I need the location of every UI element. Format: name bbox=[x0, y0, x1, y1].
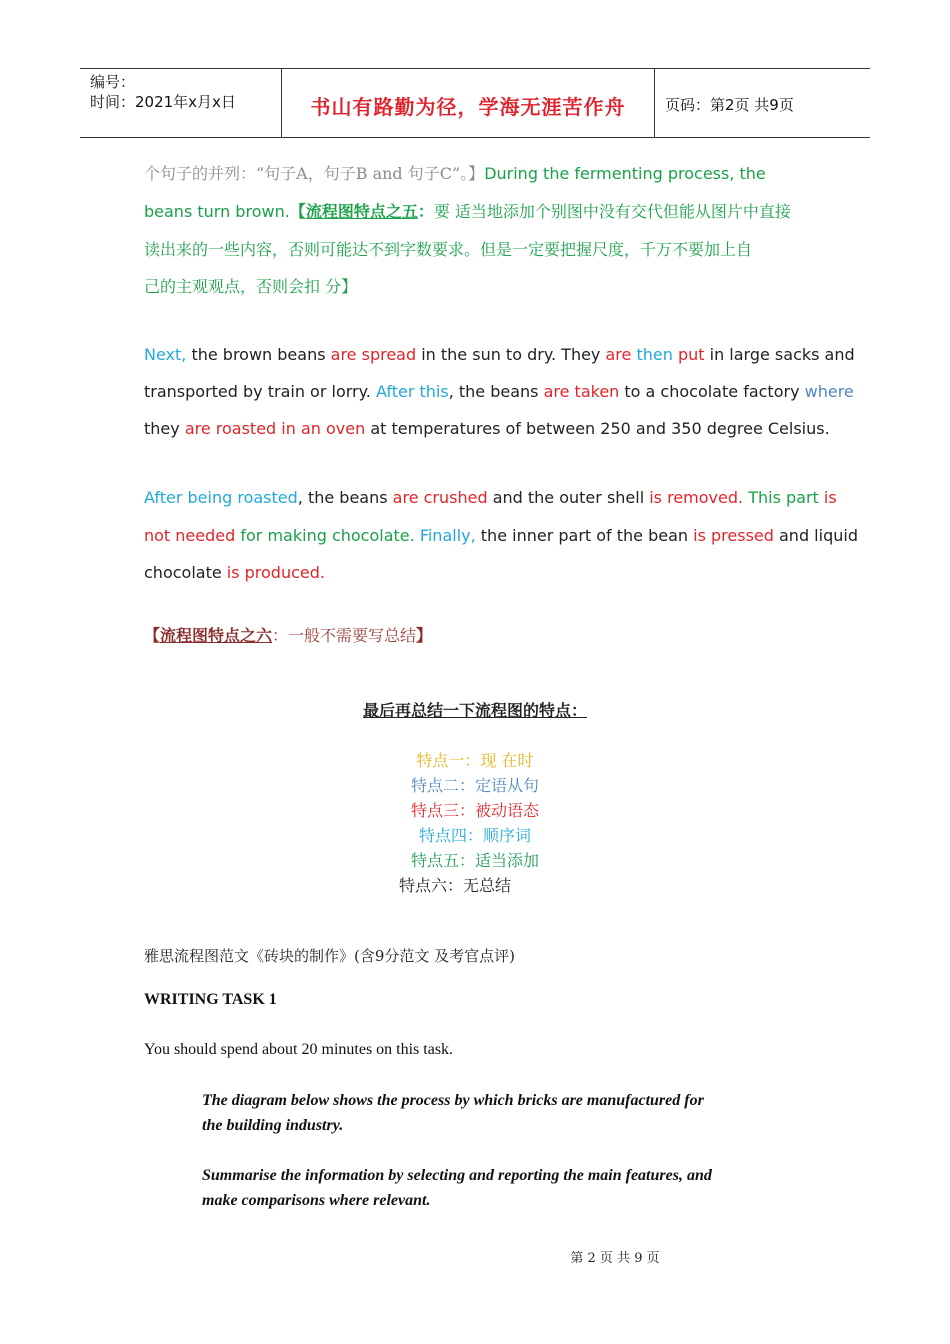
sentence-fermenting: During the fermenting process, the bbox=[484, 164, 766, 183]
paragraph-3-line-1 bbox=[144, 488, 837, 507]
bracket-open: 【 bbox=[289, 202, 306, 221]
summary-item-6: 特点六：无总结 bbox=[398, 876, 511, 895]
plain-text: the inner part of the bean bbox=[475, 526, 694, 545]
header-motto: 书山有路勤为径，学海无涯苦作舟 bbox=[310, 95, 626, 119]
paragraph-2-line-2 bbox=[144, 382, 854, 401]
document-number-label: 编号： bbox=[90, 73, 136, 91]
plain-text: in the sun to dry. They bbox=[416, 345, 606, 364]
paragraph-3-line-2 bbox=[144, 526, 858, 545]
passive-verb: is removed. bbox=[649, 488, 744, 507]
relative-clause-where: where bbox=[804, 382, 854, 401]
task-prompt-description bbox=[202, 1088, 762, 1138]
prompt-line: Summarise the information by selecting and reporting the main features, and bbox=[202, 1167, 712, 1184]
added-info-text: This part bbox=[748, 488, 819, 507]
sequence-word-then: then bbox=[636, 345, 673, 364]
feature-6-text: ：一般不需要写总结 bbox=[272, 626, 417, 645]
passive-verb: is pressed bbox=[693, 526, 774, 545]
task-instruction: You should spend about 20 minutes on this task. bbox=[144, 1041, 454, 1058]
document-date-label: 时间：2021年x月x日 bbox=[90, 93, 236, 111]
plain-text: in large sacks and bbox=[704, 345, 855, 364]
feature-6-label: 流程图特点之六 bbox=[160, 626, 273, 645]
added-info-text: for making chocolate. bbox=[240, 526, 415, 545]
sequence-word-after-being-roasted: After being roasted bbox=[144, 488, 298, 507]
paragraph-3-line-3 bbox=[144, 563, 824, 582]
summary-item-1: 特点一：现 在时 bbox=[416, 751, 534, 770]
plain-text: and liquid bbox=[773, 526, 858, 545]
plain-text: and the outer shell bbox=[487, 488, 650, 507]
sequence-word-finally: Finally, bbox=[419, 526, 476, 545]
header-meta-cell bbox=[80, 69, 280, 137]
plain-text: , the beans bbox=[448, 382, 544, 401]
passive-verb: are roasted bbox=[184, 419, 277, 438]
bracket-open: 【 bbox=[144, 626, 161, 645]
plain-text: chocolate bbox=[144, 563, 227, 582]
bracket-close: 】 bbox=[416, 626, 433, 645]
passive-verb: are spread bbox=[330, 345, 417, 364]
summary-item-5: 特点五：适当添加 bbox=[410, 851, 539, 870]
paragraph-2-line-1 bbox=[144, 345, 855, 364]
header-page-cell bbox=[655, 69, 870, 137]
plain-text: to a chocolate factory bbox=[619, 382, 805, 401]
location-phrase: in an oven bbox=[281, 419, 366, 438]
plain-text: at temperatures of between 250 and 350 degree Celsius. bbox=[365, 419, 830, 438]
feature-6-note bbox=[144, 623, 824, 646]
paragraph-1-line-2 bbox=[144, 199, 824, 222]
passive-verb: is produced. bbox=[226, 563, 325, 582]
plain-text: the brown beans bbox=[186, 345, 331, 364]
passive-verb: is bbox=[823, 488, 837, 507]
prompt-line: make comparisons where relevant. bbox=[202, 1192, 431, 1209]
feature-5-label: 流程图特点之五 bbox=[305, 202, 418, 221]
passive-verb: put bbox=[677, 345, 705, 364]
prompt-line: the building industry. bbox=[202, 1117, 344, 1134]
passive-verb: are taken bbox=[543, 382, 620, 401]
sentence-beans-brown: beans turn brown. bbox=[144, 202, 290, 221]
paragraph-2-line-3 bbox=[144, 419, 830, 438]
plain-text: , the beans bbox=[297, 488, 393, 507]
paragraph-1-line-3: 读出来的一些内容，否则可能达不到字数要求。但是一定要把握尺度，千万不要加上自 bbox=[144, 240, 753, 259]
summary-item-3: 特点三：被动语态 bbox=[410, 801, 539, 820]
plain-text: they bbox=[144, 419, 185, 438]
summary-item-2: 特点二：定语从句 bbox=[410, 776, 539, 795]
prompt-line: The diagram below shows the process by which bricks are manufactured for bbox=[202, 1092, 704, 1109]
header-page-number: 页码：第2页 共9页 bbox=[665, 96, 794, 114]
summary-item-4: 特点四：顺序词 bbox=[418, 826, 531, 845]
plain-text: transported by train or lorry. bbox=[144, 382, 376, 401]
feature-5-colon: ： bbox=[417, 202, 434, 221]
page-footer: 第 2 页 共 9 页 bbox=[570, 1251, 660, 1266]
paragraph-1-line-4: 己的主观观点，否则会扣 分】 bbox=[144, 277, 358, 296]
sequence-word-next: Next, bbox=[144, 345, 187, 364]
paragraph-1-line-1 bbox=[144, 161, 824, 184]
task-prompt-instruction bbox=[202, 1163, 762, 1213]
sequence-word-after-this: After this bbox=[375, 382, 449, 401]
feature-5-text: 要 适当地添加个别图中没有交代但能从图片中直接 bbox=[433, 202, 791, 221]
essay-heading: 雅思流程图范文《砖块的制作》(含9分范文 及考官点评) bbox=[144, 947, 516, 965]
passive-verb: are crushed bbox=[392, 488, 488, 507]
task-label: WRITING TASK 1 bbox=[144, 991, 277, 1008]
summary-title: 最后再总结一下流程图的特点： bbox=[362, 701, 587, 720]
passive-verb: not needed bbox=[144, 526, 236, 545]
header-motto-cell bbox=[281, 69, 655, 137]
grammar-note-text: 个句子的并列：“句子A，句子B and 句子C”。】 bbox=[144, 164, 485, 183]
passive-verb: are bbox=[605, 345, 632, 364]
page-header bbox=[80, 68, 870, 138]
